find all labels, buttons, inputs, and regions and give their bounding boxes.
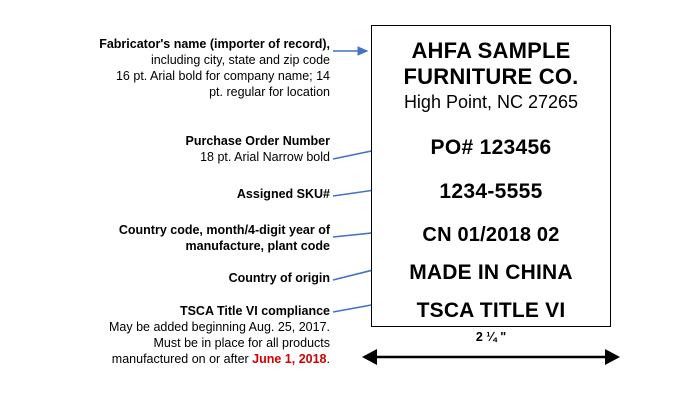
annotation-country-of-origin [60, 270, 330, 286]
label-country-code-line: CN 01/2018 02 [422, 223, 560, 246]
annotation-fabricator [14, 36, 330, 100]
annotation-sku-heading: Assigned SKU# [236, 187, 330, 201]
annotation-country-code-heading: Country code, month/4-digit year of [118, 223, 330, 237]
label-company-line-1: AHFA SAMPLE [411, 38, 571, 63]
label-country-of-origin: MADE IN CHINA [409, 260, 573, 284]
annotation-country-of-origin-heading: Country of origin [228, 271, 330, 285]
double-headed-arrow-icon [360, 345, 622, 369]
annotation-purchase-order [60, 133, 330, 165]
annotation-country-code-heading-2: manufacture, plant code [185, 239, 330, 253]
annotation-tsca [8, 303, 330, 367]
label-purchase-order: PO# 123456 [430, 135, 552, 159]
annotation-fabricator-line-3: pt. regular for location [209, 85, 330, 99]
annotation-tsca-heading: TSCA Title VI compliance [179, 304, 330, 318]
label-sku: 1234-5555 [439, 179, 543, 203]
sample-label-box [371, 25, 611, 327]
annotation-tsca-final-suffix: . [326, 352, 330, 366]
annotation-tsca-line-3 [8, 351, 330, 367]
dimension-width-label: 2 ¼ " [475, 330, 507, 344]
annotation-sku [60, 186, 330, 202]
annotation-fabricator-line-1: including city, state and zip code [150, 53, 330, 67]
label-city-state-zip: High Point, NC 27265 [403, 91, 579, 112]
annotation-fabricator-heading: Fabricator's name (importer of record), [99, 37, 330, 51]
label-company-line-2: FURNITURE CO. [403, 63, 579, 89]
annotation-tsca-effective-date: June 1, 2018 [252, 352, 327, 366]
annotation-fabricator-line-2: 16 pt. Arial bold for company name; 14 [115, 69, 330, 83]
annotation-country-code [30, 222, 330, 254]
annotation-tsca-line-1: May be added beginning Aug. 25, 2017. [108, 320, 330, 334]
annotation-purchase-order-heading: Purchase Order Number [185, 134, 330, 148]
annotation-tsca-final-prefix: manufactured on or after [111, 352, 253, 366]
label-tsca: TSCA TITLE VI [416, 298, 566, 322]
annotation-purchase-order-line-1: 18 pt. Arial Narrow bold [200, 150, 330, 164]
annotation-tsca-line-2: Must be in place for all products [153, 336, 330, 350]
